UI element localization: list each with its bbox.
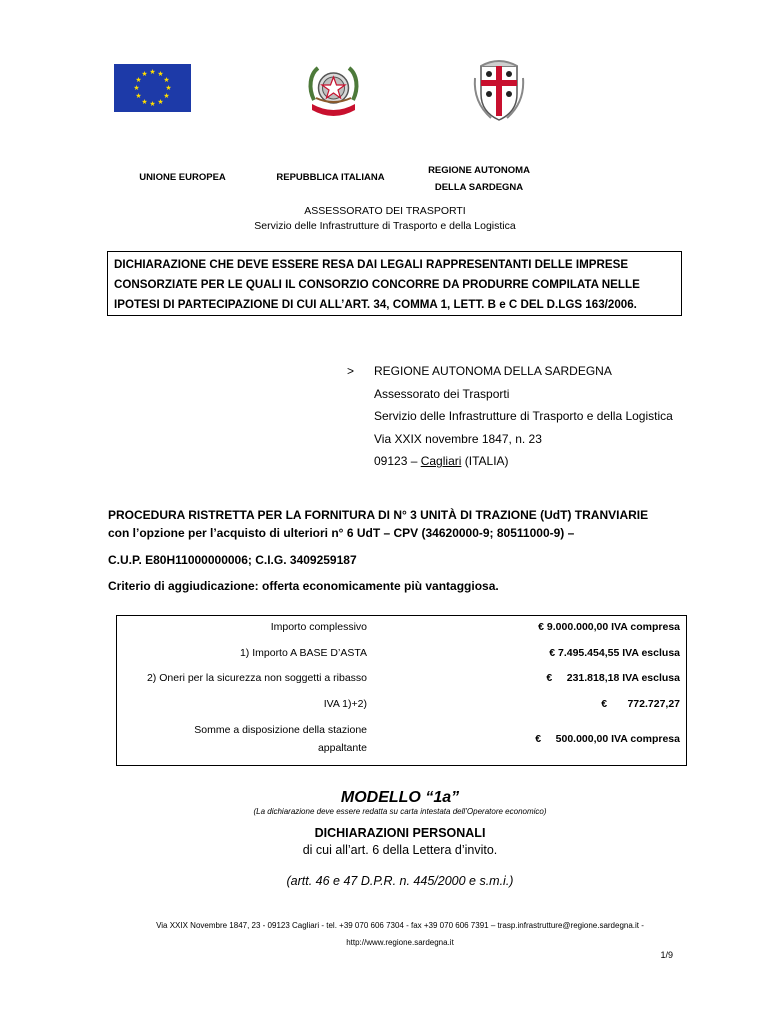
- cost-table: [116, 615, 687, 766]
- modello-title: MODELLO “1a”: [340, 789, 460, 806]
- recipient-city: Cagliari: [420, 454, 462, 468]
- cost-label: Importo complessivo: [270, 621, 367, 633]
- procedure-line1: PROCEDURA RISTRETTA PER LA FORNITURA DI N° 3 UNITÀ DI TRAZIONE (UdT) TRANVIARIE: [108, 508, 649, 522]
- award-criterion: Criterio di aggiudicazione: offerta economicamente più vantaggiosa.: [108, 579, 499, 593]
- svg-text:★: ★: [149, 68, 156, 76]
- legal-reference: (artt. 46 e 47 D.P.R. n. 445/2000 e s.m.i.): [286, 874, 514, 888]
- declarations-subtitle: di cui all’art. 6 della Lettera d’invito.: [302, 843, 498, 857]
- svg-text:★: ★: [141, 70, 148, 78]
- cost-value: € 7.495.454,55 IVA esclusa: [549, 647, 680, 659]
- cost-label: Somme a disposizione della stazione: [194, 724, 367, 736]
- cost-value: € 231.818,18 IVA esclusa: [546, 672, 680, 684]
- title-line2: CONSORZIATE PER LE QUALI IL CONSORZIO CONCORRE DA PRODURRE COMPILATA NELLE: [114, 278, 640, 291]
- recipient-line4: Via XXIX novembre 1847, n. 23: [374, 431, 542, 446]
- italian-emblem-icon: [306, 60, 361, 122]
- sardegna-caption-line1: REGIONE AUTONOMA: [428, 165, 530, 176]
- cost-label: 2) Oneri per la sicurezza non soggetti a ribasso: [146, 672, 367, 684]
- it-caption: REPUBBLICA ITALIANA: [276, 172, 385, 183]
- sardegna-caption: [408, 162, 550, 196]
- svg-text:★: ★: [135, 92, 142, 100]
- recipient-arrow: >: [347, 364, 355, 378]
- ministry-line2: Servizio delle Infrastrutture di Trasporto e della Logistica: [254, 220, 516, 232]
- modello-note: (La dichiarazione deve essere redatta su carta intestata dell’Operatore economico): [253, 807, 547, 816]
- title-line1: DICHIARAZIONE CHE DEVE ESSERE RESA DAI LEGALI RAPPRESENTANTI DELLE IMPRESE: [114, 258, 629, 271]
- cup-cig-line: C.U.P. E80H11000000006; C.I.G. 3409259187: [108, 553, 357, 567]
- procedure-line2: con l’opzione per l’acquisto di ulteriori n° 6 UdT – CPV (34620000-9; 80511000-9) –: [108, 526, 575, 540]
- recipient-line1: REGIONE AUTONOMA DELLA SARDEGNA: [374, 364, 612, 378]
- declarations-title: DICHIARAZIONI PERSONALI: [314, 826, 486, 840]
- svg-text:★: ★: [165, 84, 172, 92]
- recipient-line2: Assessorato dei Trasporti: [374, 386, 510, 401]
- sardegna-caption-line2: DELLA SARDEGNA: [434, 182, 524, 193]
- svg-text:★: ★: [133, 84, 140, 92]
- footer-website-link[interactable]: http://www.regione.sardegna.it: [346, 938, 454, 947]
- recipient-line3: Servizio delle Infrastrutture di Trasporto e della Logistica: [374, 409, 673, 423]
- eu-caption: UNIONE EUROPEA: [139, 172, 226, 183]
- svg-text:★: ★: [157, 98, 164, 106]
- cost-value: € 500.000,00 IVA compresa: [535, 733, 680, 745]
- declaration-title-box: [107, 251, 682, 316]
- ministry-line1: ASSESSORATO DEI TRASPORTI: [304, 205, 466, 217]
- cost-label: IVA 1)+2): [323, 698, 367, 710]
- svg-text:★: ★: [149, 100, 156, 108]
- footer-contacts: Via XXIX Novembre 1847, 23 - 09123 Cagliari - tel. +39 070 606 7304 - fax +39 070 606 7391 – trasp.infrastrutture@regione.sardegna.it -: [156, 921, 644, 930]
- ministry-heading: [0, 204, 770, 234]
- page-number: 1/9: [660, 950, 673, 960]
- svg-text:★: ★: [141, 98, 148, 106]
- procedure-heading: [108, 506, 698, 542]
- svg-text:★: ★: [163, 92, 170, 100]
- recipient-line5: [374, 450, 673, 473]
- svg-text:★: ★: [163, 76, 170, 84]
- cost-value: € 9.000.000,00 IVA compresa: [538, 621, 680, 633]
- title-line3: IPOTESI DI PARTECIPAZIONE DI CUI ALL’ART. 34, COMMA 1, LETT. B e C DEL D.LGS 163/2006.: [114, 298, 637, 311]
- recipient-zip: 09123 –: [374, 454, 421, 468]
- eu-flag-icon: [114, 64, 191, 112]
- svg-text:★: ★: [135, 76, 142, 84]
- sardegna-coat-of-arms-icon: [471, 58, 527, 124]
- svg-text:★: ★: [157, 70, 164, 78]
- cost-label-continued: appaltante: [317, 742, 367, 754]
- cost-value: € 772.727,27: [601, 698, 680, 710]
- cost-label: 1) Importo A BASE D’ASTA: [239, 647, 367, 659]
- recipient-country: (ITALIA): [461, 454, 509, 468]
